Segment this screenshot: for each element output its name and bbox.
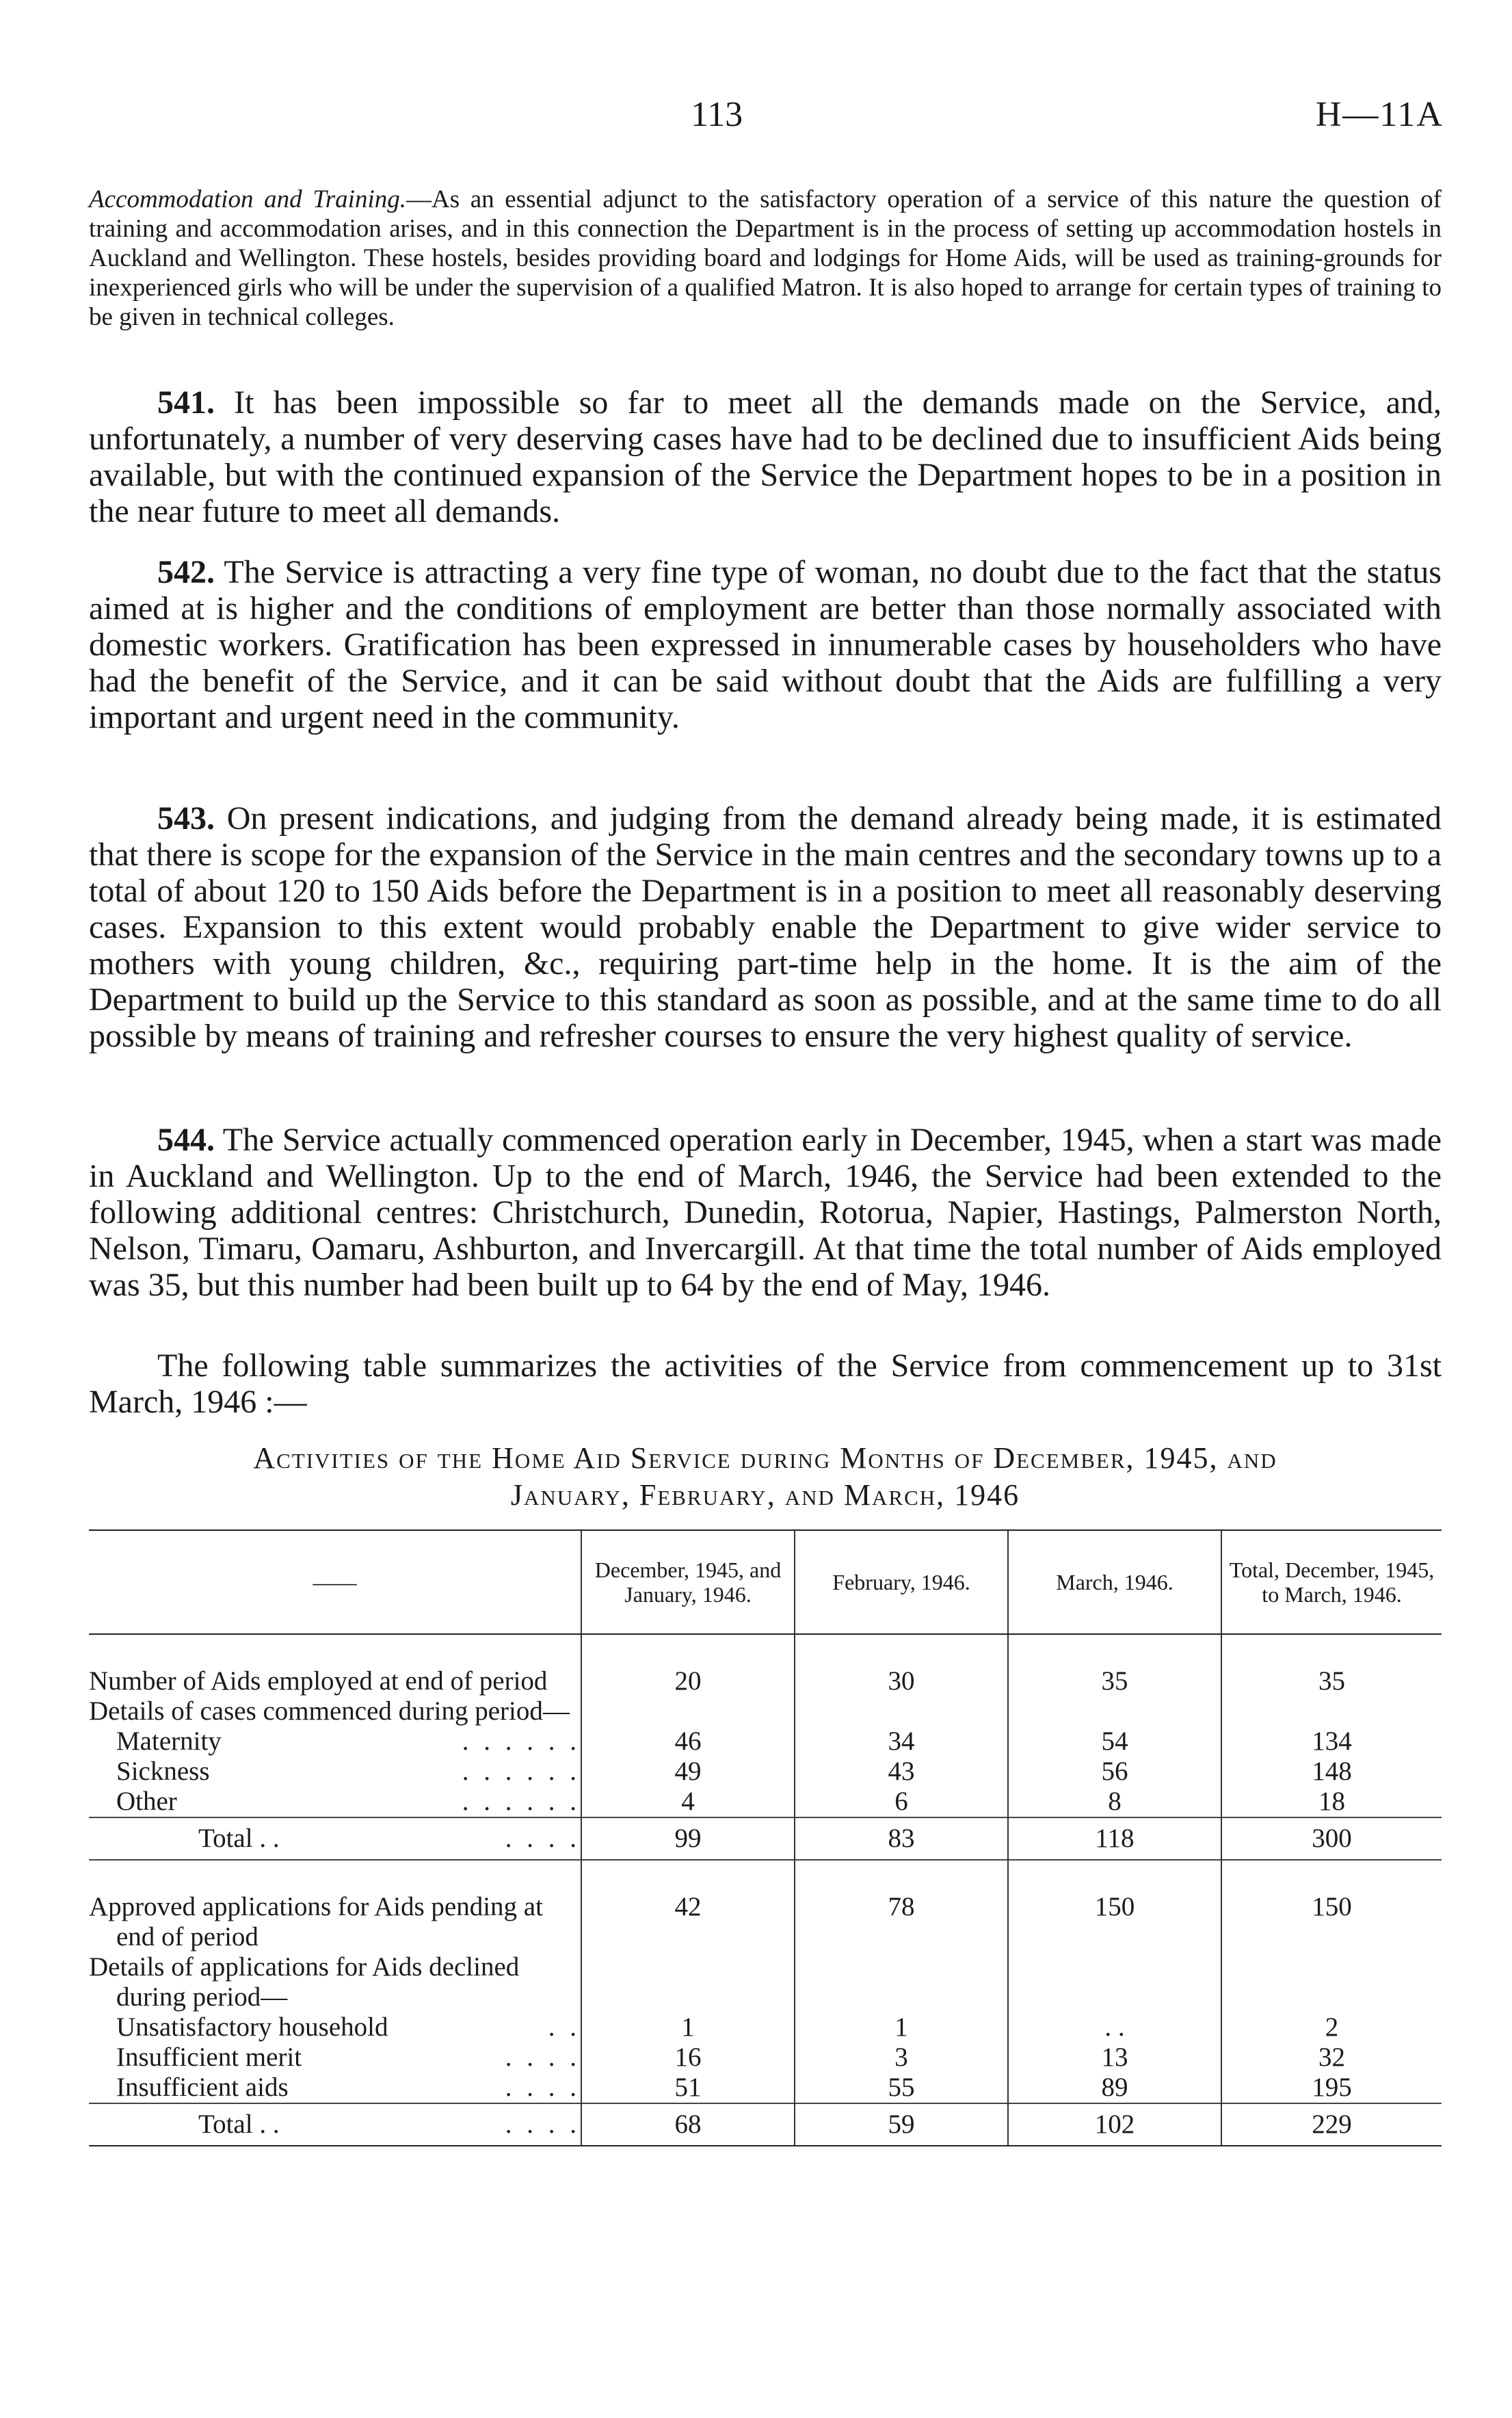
- document-reference: H—11A: [1315, 95, 1444, 134]
- intro-paragraph: [89, 185, 1442, 332]
- cell-value: 30: [795, 1666, 1008, 1696]
- table-row: [89, 1757, 1442, 1787]
- table-caption-line-2: January, February, and March, 1946: [510, 1478, 1020, 1512]
- cell-value: 46: [581, 1726, 795, 1757]
- cell-value: 89: [1008, 2073, 1221, 2103]
- paragraph-541: [89, 384, 1442, 529]
- cell-value: 83: [795, 1817, 1008, 1860]
- table-header-row: [89, 1530, 1442, 1634]
- total-row: [89, 1817, 1442, 1860]
- paragraph-text: The Service actually commenced operation early in December, 1945, when a start was made in Auckland and Wellington. Up to the end of March, 1946, the Service had been extended to the following additional centres: Christchurch, Dunedin, Rotorua, Napier, Hastings, Palmerston North, Nelson, Timaru, Oamaru, Ashburton, and Invercargill. At that time the total number of Aids employed was 35, but this number had been built up to 64 by the end of May, 1946.: [89, 1122, 1442, 1303]
- cell-value: 150: [1221, 1892, 1442, 1952]
- total-row: [89, 2103, 1442, 2146]
- cell-value: 8: [1008, 1787, 1221, 1817]
- cell-value: 134: [1221, 1726, 1442, 1757]
- paragraph-number: 542.: [157, 554, 215, 590]
- cell-value: 18: [1221, 1787, 1442, 1817]
- cell-value: 102: [1008, 2103, 1221, 2146]
- paragraph-542: [89, 554, 1442, 735]
- cell-value: 300: [1221, 1817, 1442, 1860]
- paragraph-543: [89, 800, 1442, 1054]
- cell-value: 229: [1221, 2103, 1442, 2146]
- cell-value: 148: [1221, 1757, 1442, 1787]
- row-label: Number of Aids employed at end of period: [89, 1666, 548, 1696]
- cell-value: 55: [795, 2073, 1008, 2103]
- paragraph-number: 544.: [157, 1122, 215, 1158]
- table-row: [89, 1787, 1442, 1817]
- cell-value: 35: [1008, 1666, 1221, 1696]
- table-row: [89, 2042, 1442, 2073]
- cell-value: 32: [1221, 2042, 1442, 2073]
- cell-value: 13: [1008, 2042, 1221, 2073]
- row-label: Unsatisfactory household . .: [116, 2012, 581, 2042]
- header-february: February, 1946.: [795, 1530, 1008, 1634]
- row-label: Details of cases commenced during period—: [89, 1696, 570, 1726]
- cell-value: 118: [1008, 1817, 1221, 1860]
- table-row: [89, 1952, 1442, 2012]
- table-caption: [89, 1440, 1442, 1514]
- cell-value: 1: [581, 2012, 795, 2042]
- cell-value: 34: [795, 1726, 1008, 1757]
- cell-value: 3: [795, 2042, 1008, 2073]
- table-intro-paragraph: [89, 1348, 1442, 1420]
- row-label: Other . . . . . .: [116, 1787, 581, 1816]
- header-total: Total, December, 1945, to March, 1946.: [1221, 1530, 1442, 1634]
- cell-value: 195: [1221, 2073, 1442, 2103]
- row-label: Total . . . . . .: [89, 2103, 581, 2146]
- cell-value: 1: [795, 2012, 1008, 2042]
- cell-value: 49: [581, 1757, 795, 1787]
- cell-value: . .: [1008, 2012, 1221, 2042]
- paragraph-text: The following table summarizes the activities of the Service from commencement up to 31st March, 1946 :—: [89, 1348, 1442, 1420]
- cell-value: 16: [581, 2042, 795, 2073]
- table-caption-line-1: Activities of the Home Aid Service during Months of December, 1945, and: [253, 1441, 1277, 1475]
- row-label: Details of applications for Aids declined during period—: [89, 1952, 520, 2012]
- cell-value: 56: [1008, 1757, 1221, 1787]
- header-label: ——: [89, 1530, 581, 1634]
- table-row: [89, 1892, 1442, 1952]
- table-row: [89, 2012, 1442, 2042]
- row-label: Insufficient aids . . . .: [116, 2073, 581, 2102]
- paragraph-544: [89, 1122, 1442, 1303]
- header-march: March, 1946.: [1008, 1530, 1221, 1634]
- cell-value: 20: [581, 1666, 795, 1696]
- cell-value: 42: [581, 1892, 795, 1952]
- paragraph-text: It has been impossible so far to meet all the demands made on the Service, and, unfortunately, a number of very deserving cases have had to be declined due to insufficient Aids being available, but with the continued expansion of the Service the Department hopes to be in a position in the near future to meet all demands.: [89, 384, 1442, 529]
- cell-value: 99: [581, 1817, 795, 1860]
- cell-value: 51: [581, 2073, 795, 2103]
- table-row: [89, 1726, 1442, 1757]
- cell-value: 150: [1008, 1892, 1221, 1952]
- row-label: Insufficient merit . . . .: [116, 2042, 581, 2072]
- row-label: Total . . . . . .: [89, 1817, 581, 1860]
- cell-value: 59: [795, 2103, 1008, 2146]
- table-row: [89, 2073, 1442, 2103]
- paragraph-text: The Service is attracting a very fine type of woman, no doubt due to the fact that the status aimed at is higher and the conditions of employment are better than those normally associated with domestic workers. Gratification has been expressed in innumerable cases by householders who have had the benefit of the Service, and it can be said without doubt that the Aids are fulfilling a very important and urgent need in the community.: [89, 554, 1442, 735]
- cell-value: 2: [1221, 2012, 1442, 2042]
- activities-table: [89, 1529, 1442, 2146]
- paragraph-number: 541.: [157, 384, 215, 421]
- cell-value: 4: [581, 1787, 795, 1817]
- row-label: Maternity . . . . . .: [116, 1726, 581, 1756]
- paragraph-number: 543.: [157, 800, 215, 837]
- cell-value: 6: [795, 1787, 1008, 1817]
- intro-lead: Accommodation and Training.: [89, 185, 406, 213]
- paragraph-text: On present indications, and judging from the demand already being made, it is estimated that there is scope for the expansion of the Service in the main centres and the secondary towns up to a total of about 120 to 150 Aids before the Department is in a position to meet all reasonably deserving cases. Expansion to this extent would probably enable the Department to give wider service to mothers with young children, &c., requiring part-time help in the home. It is the aim of the Department to build up the Service to this standard as soon as possible, and at the same time to do all possible by means of training and refresher courses to ensure the very highest quality of service.: [89, 800, 1442, 1054]
- page-number: 113: [691, 95, 743, 134]
- cell-value: 43: [795, 1757, 1008, 1787]
- table-row: [89, 1666, 1442, 1696]
- cell-value: 35: [1221, 1666, 1442, 1696]
- cell-value: 78: [795, 1892, 1008, 1952]
- cell-value: 68: [581, 2103, 795, 2146]
- row-label: Approved applications for Aids pending at end of period: [89, 1892, 543, 1952]
- cell-value: 54: [1008, 1726, 1221, 1757]
- row-label: Sickness . . . . . .: [116, 1757, 581, 1786]
- intro-text: —As an essential adjunct to the satisfactory operation of a service of this nature the question of training and accommodation arises, and in this connection the Department is in the process of setting up accommodation hostels in Auckland and Wellington. These hostels, besides providing board and lodgings for Home Aids, will be used as training-grounds for inexperienced girls who will be under the supervision of a qualified Matron. It is also hoped to arrange for certain types of training to be given in technical colleges.: [89, 185, 1442, 331]
- header-dec-jan: December, 1945, and January, 1946.: [581, 1530, 795, 1634]
- table-row: [89, 1696, 1442, 1726]
